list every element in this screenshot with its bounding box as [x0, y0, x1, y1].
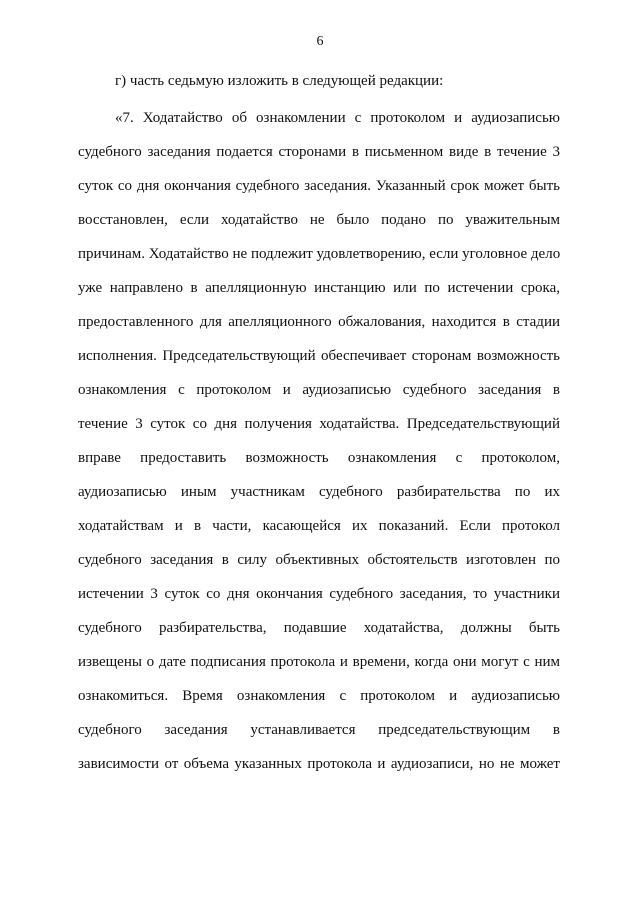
text-line: восстановлен, если ходатайство не было подано по уважительным — [78, 212, 560, 228]
text-line: уже направлено в апелляционную инстанцию или по истечении срока, — [78, 280, 560, 296]
page-number: 6 — [316, 34, 324, 49]
text-line: судебного разбирательства, подавшие ходатайства, должны быть — [78, 620, 560, 636]
text-line: судебного заседания устанавливается председательствующим в — [78, 722, 560, 738]
text-line: ходатайствам и в части, касающейся их показаний. Если протокол — [78, 518, 560, 534]
text-line: судебного заседания в силу объективных обстоятельств изготовлен по — [78, 552, 560, 568]
text-line: истечении 3 суток со дня окончания судебного заседания, то участники — [78, 586, 560, 602]
text-line: ознакомиться. Время ознакомления с протоколом и аудиозаписью — [78, 688, 560, 704]
text-line: суток со дня окончания судебного заседания. Указанный срок может быть — [78, 178, 560, 194]
text-line: причинам. Ходатайство не подлежит удовлетворению, если уголовное дело — [78, 246, 561, 262]
text-line: исполнения. Председательствующий обеспечивает сторонам возможность — [78, 348, 560, 364]
text-line: вправе предоставить возможность ознакомления с протоколом, — [78, 450, 560, 466]
text-line: ознакомления с протоколом и аудиозаписью судебного заседания в — [78, 382, 560, 398]
text-line: аудиозаписью иным участникам судебного разбирательства по их — [78, 484, 560, 500]
text-line: течение 3 суток со дня получения ходатайства. Председательствующий — [78, 416, 560, 432]
intro-paragraph: г) часть седьмую изложить в следующей редакции: — [115, 73, 444, 89]
text-line: «7. Ходатайство об ознакомлении с протоколом и аудиозаписью — [115, 110, 560, 126]
text-line: судебного заседания подается сторонами в письменном виде в течение 3 — [78, 144, 560, 160]
article-paragraph — [78, 103, 560, 783]
text-line: зависимости от объема указанных протокола и аудиозаписи, но не может — [78, 756, 560, 772]
text-line: извещены о дате подписания протокола и времени, когда они могут с ним — [78, 654, 560, 670]
text-line: предоставленного для апелляционного обжалования, находится в стадии — [78, 314, 560, 330]
